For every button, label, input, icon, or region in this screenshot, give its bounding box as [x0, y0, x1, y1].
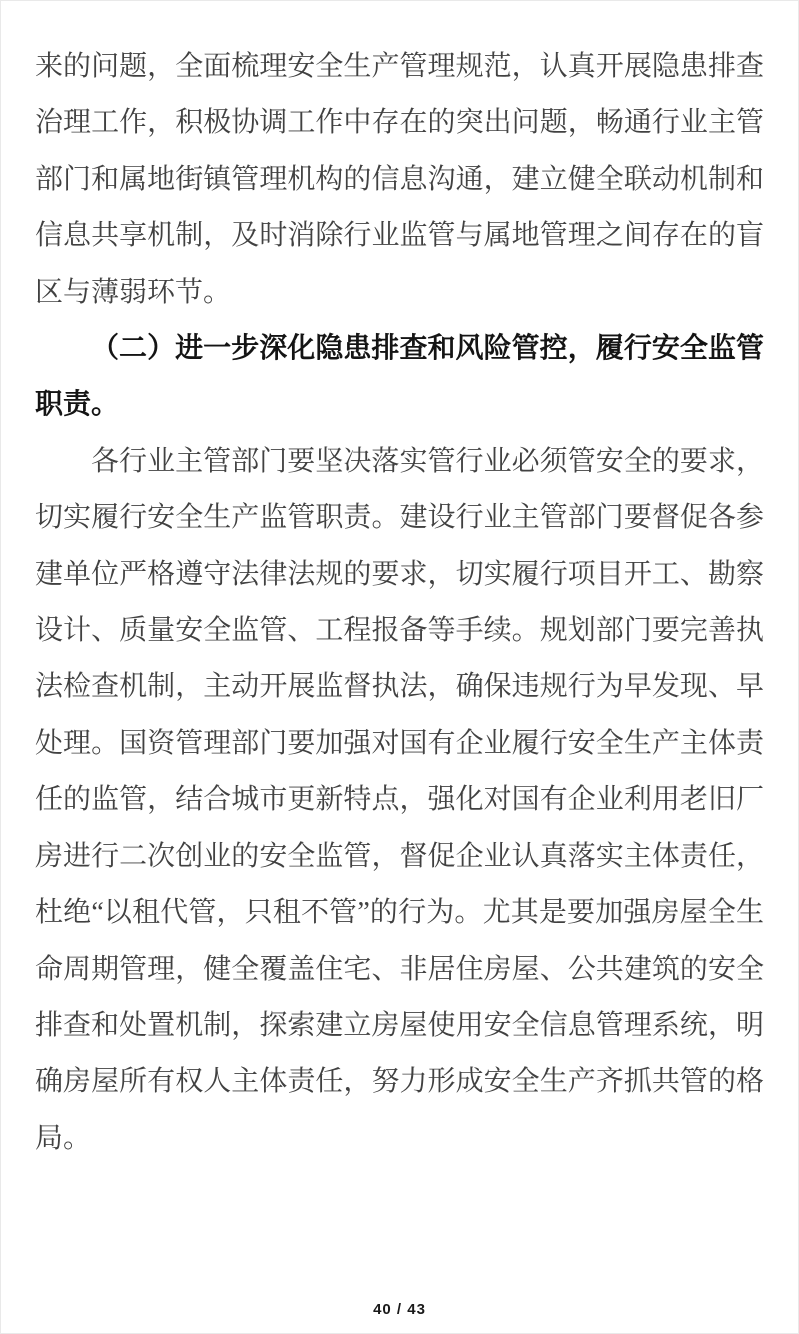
page-footer: [1, 1301, 798, 1319]
section-heading: （二）进一步深化隐患排查和风险管控，履行安全监管职责。: [35, 333, 764, 421]
page-number: 40 / 43: [373, 1301, 426, 1318]
paragraph: 各行业主管部门要坚决落实管行业必须管安全的要求，切实履行安全生产监管职责。建设行业主管部门要督促各参建单位严格遵守法律法规的要求，切实履行项目开工、勘察设计、质量安全监管、工程报备等手续。规划部门要完善执法检查机制，主动开展监督执法，确保违规行为早发现、早处理。国资管理部门要加强对国有企业履行安全生产主体责任的监管，结合城市更新特点，强化对国有企业利用老旧厂房进行二次创业的安全监管，督促企业认真落实主体责任，杜绝“以租代管，只租不管”的行为。尤其是要加强房屋全生命周期管理，健全覆盖住宅、非居住房屋、公共建筑的安全排查和处置机制，探索建立房屋使用安全信息管理系统，明确房屋所有权人主体责任，努力形成安全生产齐抓共管的格局。: [35, 445, 764, 1154]
page-content: [35, 39, 764, 1167]
paragraph: 来的问题，全面梳理安全生产管理规范，认真开展隐患排查治理工作，积极协调工作中存在的突出问题，畅通行业主管部门和属地街镇管理机构的信息沟通，建立健全联动机制和信息共享机制，及时消除行业监管与属地管理之间存在的盲区与薄弱环节。: [35, 51, 764, 308]
